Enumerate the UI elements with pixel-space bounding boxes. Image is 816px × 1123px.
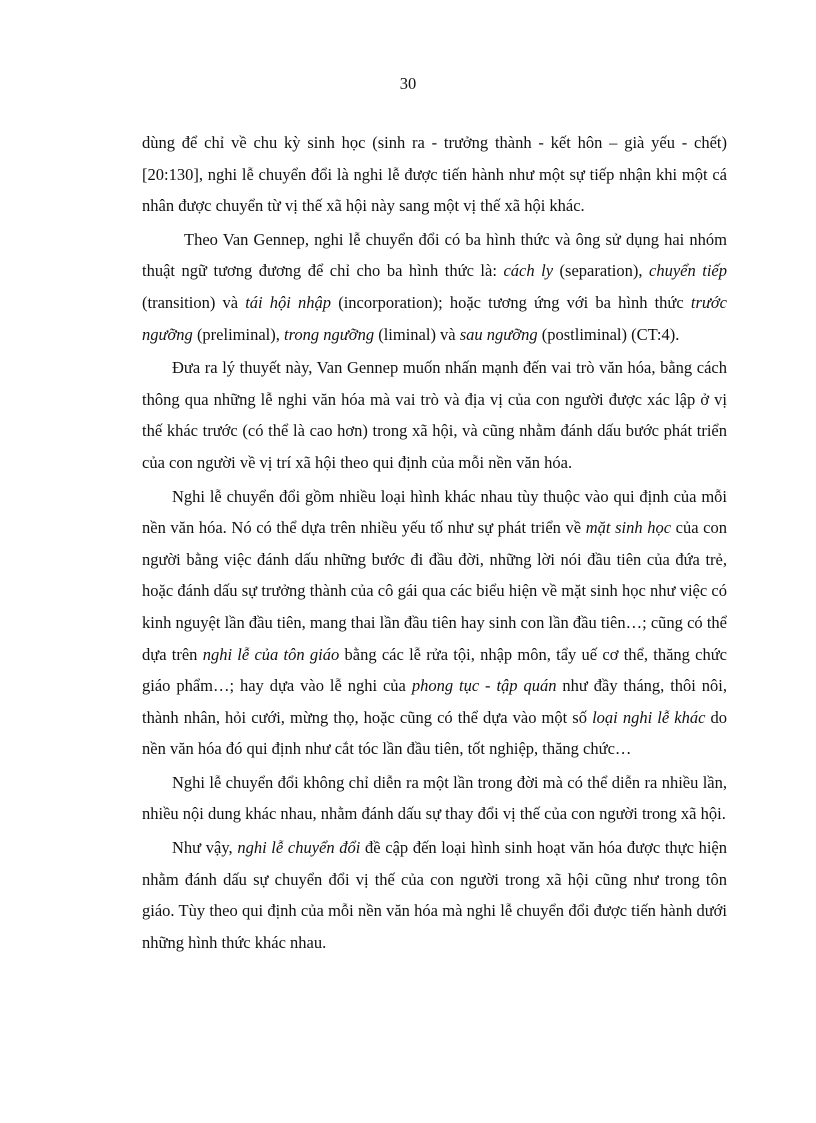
text-run: bằng các lễ rửa tội, nhập môn, tẩy uế cơ thể, thăng chức giáo phẩm…; hay dựa vào lễ nghi của bbox=[142, 644, 728, 696]
paragraph bbox=[142, 767, 727, 830]
text-run: Nghi lễ chuyển đổi không chỉ diễn ra một lần trong đời mà có thể diễn ra nhiều lần, nhiều nội dung khác nhau, nhằm đánh dấu sự thay đổi vị thế của con người trong xã hội. bbox=[142, 772, 727, 824]
text-run: dùng để chỉ về chu kỳ sinh học (sinh ra - trưởng thành - kết hôn – già yếu - chết) [20:130], nghi lễ chuyển đổi là nghi lễ được tiến hành như một sự tiếp nhận khi một cá nhân được chuyển từ vị thế xã hội này sang một vị thế xã hội khác. bbox=[142, 133, 727, 216]
text-run: Theo Van Gennep, nghi lễ chuyển đổi có ba hình thức và ông sử dụng hai nhóm thuật ngữ tương đương để chỉ cho ba hình thức là: bbox=[142, 229, 727, 281]
italic-term: sau ngưỡng bbox=[459, 324, 538, 344]
paragraph bbox=[142, 127, 727, 222]
paragraph bbox=[142, 224, 727, 350]
text-run: như đầy tháng, thôi nôi, thành nhân, hỏi cưới, mừng thọ, hoặc cũng có thể dựa vào một số bbox=[142, 676, 728, 727]
body-text bbox=[142, 127, 727, 960]
italic-term: tái hội nhập bbox=[245, 292, 332, 312]
italic-term: cách ly bbox=[503, 261, 554, 281]
paragraph bbox=[142, 352, 727, 478]
page-number: 30 bbox=[399, 74, 417, 93]
text-run: (transition) và bbox=[142, 292, 246, 312]
text-run: Như vậy, bbox=[172, 838, 238, 858]
text-run: của con người bằng việc đánh dấu những bước đi đầu đời, những lời nói đầu tiên của đứa trẻ, hoặc đánh dấu sự trưởng thành của cô gái qua các biểu hiện về mặt sinh học như việc có kinh nguyệt lần đầu tiên, mang thai lần đầu tiên hay sinh con lần đầu tiên…; cũng có thể dựa trên bbox=[142, 518, 727, 664]
italic-term: loại nghi lễ khác bbox=[592, 707, 706, 727]
paragraph bbox=[142, 832, 727, 958]
text-run: Nghi lễ chuyển đổi gồm nhiều loại hình khác nhau tùy thuộc vào qui định của mỗi nền văn hóa. Nó có thể dựa trên nhiều yếu tố như sự phát triển về bbox=[142, 486, 727, 538]
text-run: do nền văn hóa đó qui định như cắt tóc lần đầu tiên, tốt nghiệp, thăng chức… bbox=[142, 707, 727, 759]
text-run: (postliminal) (CT:4). bbox=[537, 324, 680, 344]
italic-term: chuyển tiếp bbox=[649, 261, 728, 281]
italic-term: phong tục - tập quán bbox=[411, 676, 557, 696]
italic-term: trong ngưỡng bbox=[284, 324, 375, 344]
text-run: (separation), bbox=[553, 261, 650, 281]
paragraph bbox=[142, 481, 727, 765]
text-run: (liminal) và bbox=[374, 324, 460, 344]
italic-term: mặt sinh học bbox=[585, 518, 672, 538]
text-run: (preliminal), bbox=[192, 324, 284, 344]
italic-term: trước ngưỡng bbox=[142, 292, 727, 344]
text-run: Đưa ra lý thuyết này, Van Gennep muốn nhấn mạnh đến vai trò văn hóa, bằng cách thông qua những lễ nghi văn hóa mà vai trò và địa vị của con người được xác lập ở vị thế khác trước (có thể là cao hơn) trong xã hội, và cũng nhằm đánh dấu bước phát triển của con người về vị trí xã hội theo qui định của mỗi nền văn hóa. bbox=[142, 358, 727, 472]
italic-term: nghi lễ chuyển đổi bbox=[237, 838, 361, 858]
text-run: (incorporation); hoặc tương ứng với ba hình thức bbox=[331, 292, 691, 312]
text-run: đề cập đến loại hình sinh hoạt văn hóa được thực hiện nhằm đánh dấu sự chuyển đổi vị thế của con người trong xã hội cũng như trong tôn giáo. Tùy theo qui định của mỗi nền văn hóa mà nghi lễ chuyển đổi được tiến hành dưới những hình thức khác nhau. bbox=[142, 838, 727, 952]
italic-term: nghi lễ của tôn giáo bbox=[202, 644, 340, 664]
